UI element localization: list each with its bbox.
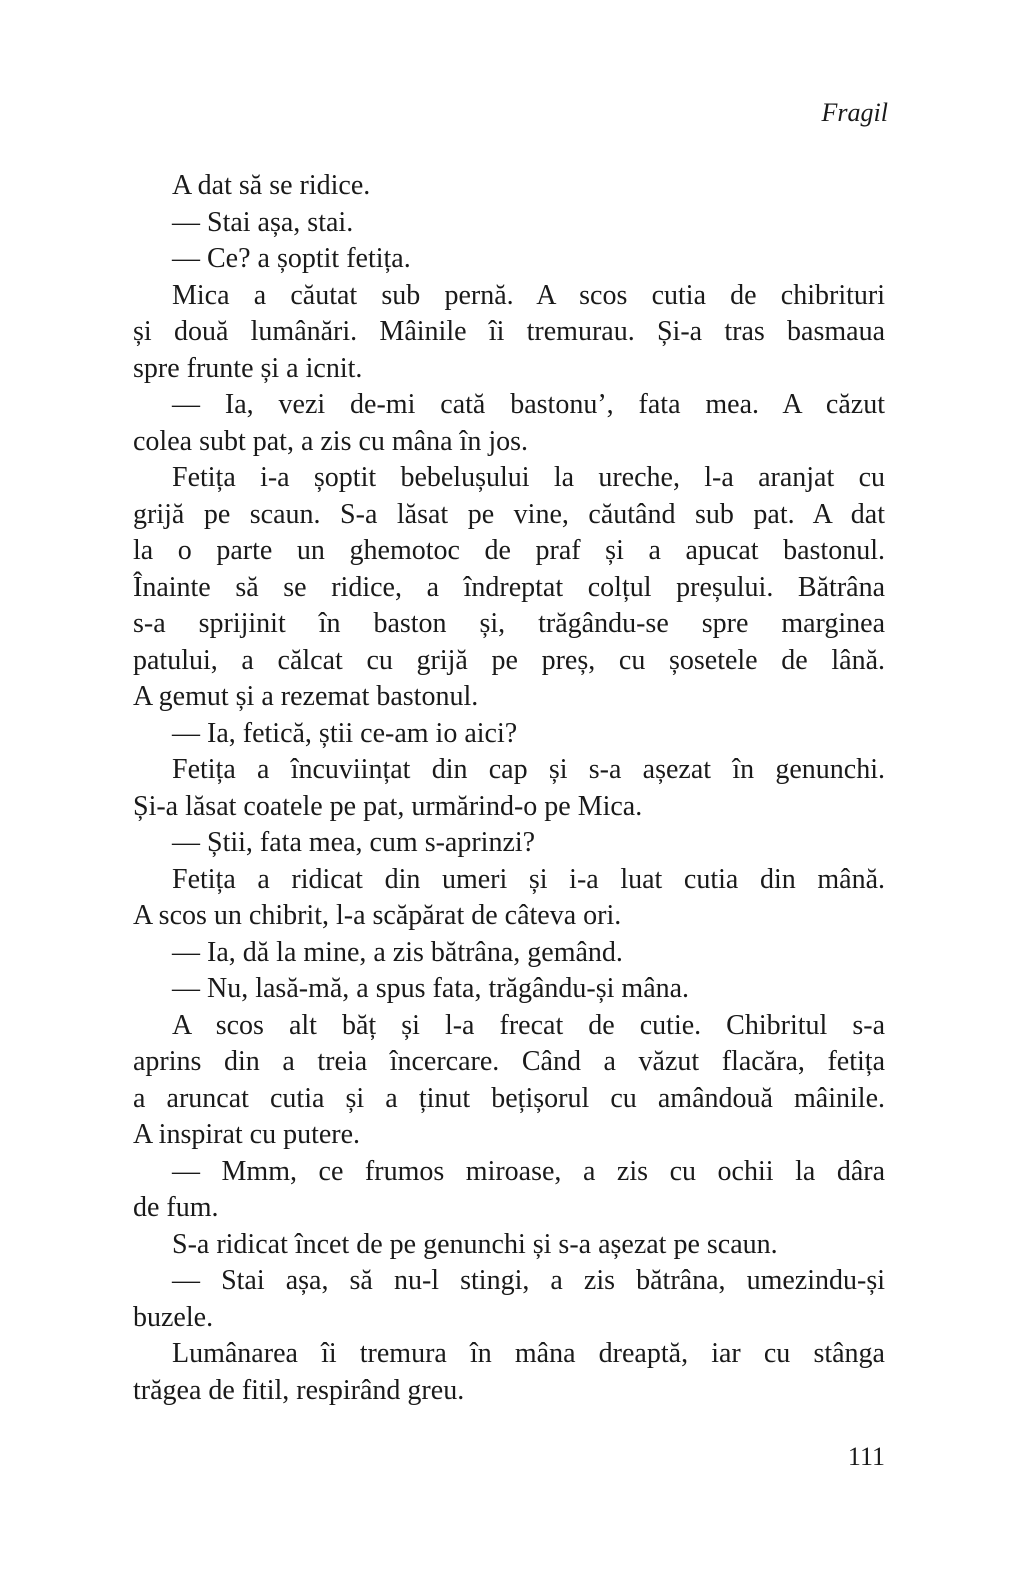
paragraph bbox=[133, 716, 885, 753]
text-line: grijă pe scaun. S-a lăsat pe vine, căutând sub pat. A dat bbox=[133, 498, 885, 530]
running-head-title: Fragil bbox=[821, 98, 888, 127]
body-text bbox=[133, 168, 885, 1409]
text-line: Fetița i-a șoptit bebelușului la ureche, l-a aranjat cu bbox=[172, 462, 885, 493]
text-line: Mica a căutat sub pernă. A scos cutia de chibrituri bbox=[172, 279, 885, 311]
text-line: A scos un chibrit, l-a scăpărat de câteva ori. bbox=[133, 900, 622, 931]
text-line: A scos alt băț și l-a frecat de cutie. Chibritul s-a bbox=[172, 1009, 885, 1041]
text-line: Și-a lăsat coatele pe pat, urmărind-o pe Mica. bbox=[133, 790, 643, 822]
paragraph bbox=[133, 168, 885, 205]
text-line: și două lumânări. Mâinile îi tremurau. Și-a tras basmaua bbox=[133, 316, 885, 347]
text-line: Fetița a ridicat din umeri și i-a luat cutia din mână. bbox=[172, 863, 885, 895]
paragraph bbox=[133, 1154, 885, 1227]
text-line: — Stai așa, să nu-l stingi, a zis bătrâna, umezindu-și bbox=[172, 1265, 885, 1296]
text-line: colea subt pat, a zis cu mâna în jos. bbox=[133, 425, 528, 457]
paragraph bbox=[133, 1336, 885, 1409]
text-line: — Știi, fata mea, cum s-aprinzi? bbox=[172, 827, 536, 858]
text-line: patului, a călcat cu grijă pe preș, cu șosetele de lână. bbox=[133, 644, 885, 676]
text-line: — Ce? a șoptit fetița. bbox=[172, 243, 411, 274]
text-line: s-a sprijinit în baston și, trăgându-se spre marginea bbox=[133, 608, 885, 639]
text-line: aprins din a treia încercare. Când a văzut flacăra, fetița bbox=[133, 1046, 885, 1077]
text-line: A gemut și a rezemat bastonul. bbox=[133, 681, 479, 712]
paragraph bbox=[133, 278, 885, 388]
paragraph bbox=[133, 387, 885, 460]
paragraph bbox=[133, 1227, 885, 1264]
paragraph bbox=[133, 205, 885, 242]
text-line: buzele. bbox=[133, 1301, 214, 1333]
text-line: Lumânarea îi tremura în mâna dreaptă, iar cu stânga bbox=[172, 1338, 885, 1369]
text-line: — Ia, vezi de-mi cată bastonu’, fata mea. A căzut bbox=[172, 389, 885, 420]
paragraph bbox=[133, 460, 885, 716]
paragraph bbox=[133, 241, 885, 278]
paragraph bbox=[133, 935, 885, 972]
text-line: spre frunte și a icnit. bbox=[133, 352, 363, 384]
paragraph bbox=[133, 1263, 885, 1336]
text-line: Înainte să se ridice, a îndreptat colțul preșului. Bătrâna bbox=[133, 571, 885, 603]
paragraph bbox=[133, 752, 885, 825]
paragraph bbox=[133, 1008, 885, 1154]
text-line: A inspirat cu putere. bbox=[133, 1119, 361, 1150]
paragraph bbox=[133, 862, 885, 935]
text-line: — Nu, lasă-mă, a spus fata, trăgându-și mâna. bbox=[172, 973, 690, 1004]
paragraph bbox=[133, 971, 885, 1008]
text-line: — Stai așa, stai. bbox=[172, 206, 354, 238]
text-line: la o parte un ghemotoc de praf și a apucat bastonul. bbox=[133, 535, 885, 566]
paragraph bbox=[133, 825, 885, 862]
text-line: S-a ridicat încet de pe genunchi și s-a așezat pe scaun. bbox=[172, 1228, 778, 1260]
text-line: — Mmm, ce frumos miroase, a zis cu ochii la dâra bbox=[172, 1155, 885, 1187]
text-line: — Ia, dă la mine, a zis bătrâna, gemând. bbox=[172, 936, 623, 968]
text-line: trăgea de fitil, respirând greu. bbox=[133, 1374, 465, 1406]
text-line: — Ia, fetică, știi ce-am io aici? bbox=[172, 717, 518, 749]
text-line: de fum. bbox=[133, 1192, 219, 1223]
text-line: Fetița a încuviințat din cap și s-a așezat în genunchi. bbox=[172, 754, 885, 785]
text-line: A dat să se ridice. bbox=[172, 170, 371, 201]
text-line: a aruncat cutia și a ținut bețișorul cu amândouă mâinile. bbox=[133, 1082, 885, 1114]
page-number: 111 bbox=[847, 1442, 885, 1471]
